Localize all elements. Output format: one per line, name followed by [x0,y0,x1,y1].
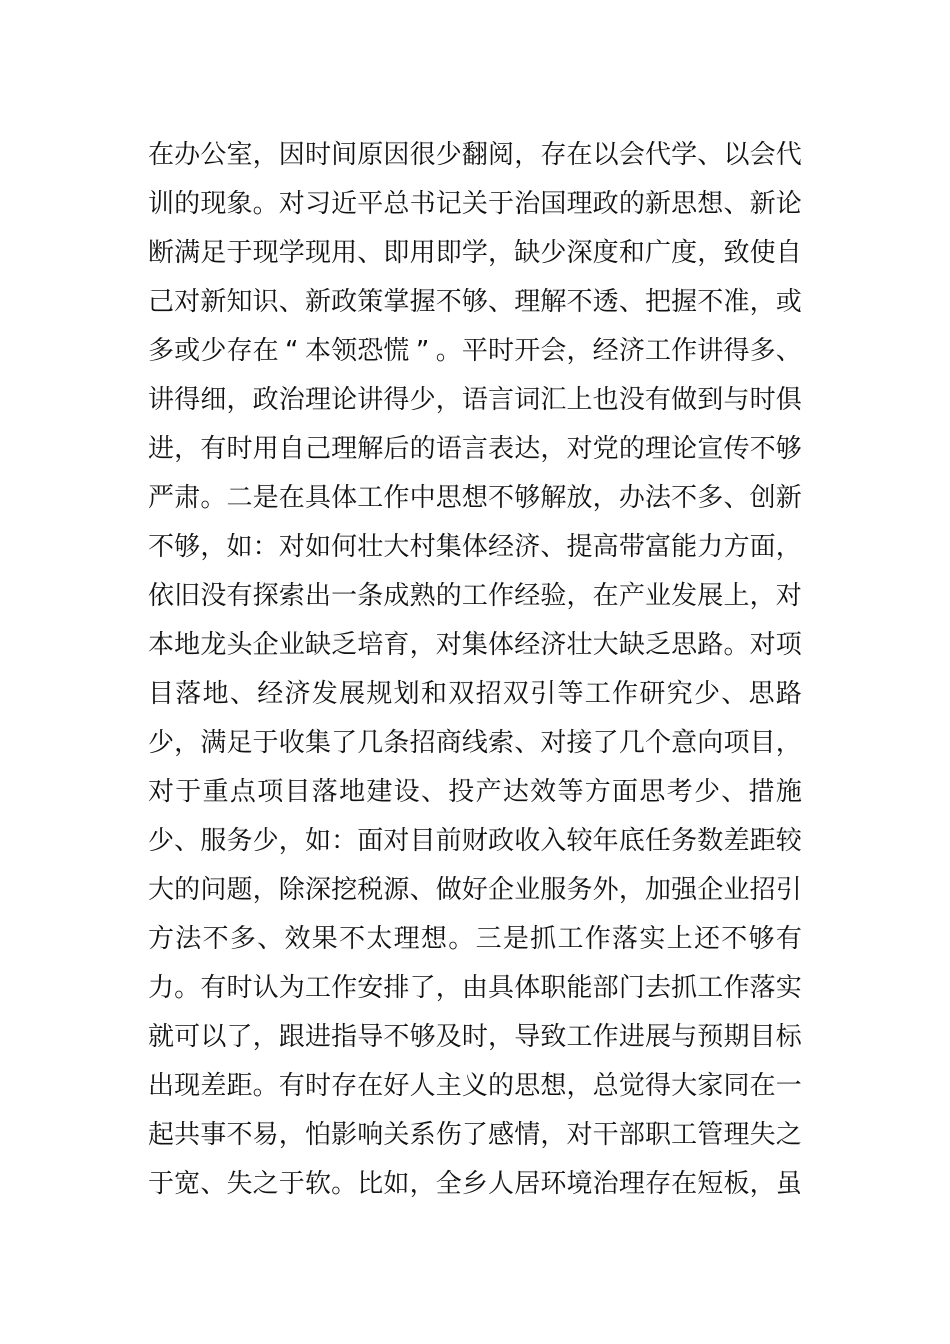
text-line: 出 现 差 距 。 有 时 存 在 好 人 主 义 的 思 想 ， 总 觉 得 大 家 同 在 一 [148,1071,802,1101]
text-line: 大 的 问 题 ， 除 深 挖 税 源 、 做 好 企 业 服 务 外 ， 加 强 企 业 招 引 [148,875,802,905]
text-line: 就 可 以 了 ， 跟 进 指 导 不 够 及 时 ， 导 致 工 作 进 展 与 预 期 目 标 [148,1022,802,1052]
text-line: 断 满 足 于 现 学 现 用 、 即 用 即 学 ， 缺 少 深 度 和 广 度 ， 致 使 自 [148,238,802,268]
text-line: 起 共 事 不 易 ， 怕 影 响 关 系 伤 了 感 情 ， 对 干 部 职 工 管 理 失 之 [148,1120,802,1150]
text-line: 本 地 龙 头 企 业 缺 乏 培 育 ， 对 集 体 经 济 壮 大 缺 乏 思 路 。 对 项 [148,630,802,660]
text-line: 少 、 服 务 少 ， 如 ： 面 对 目 前 财 政 收 入 较 年 底 任 务 数 差 距 较 [148,826,802,856]
text-line: 对 于 重 点 项 目 落 地 建 设 、 投 产 达 效 等 方 面 思 考 少 、 措 施 [148,777,802,807]
text-line: 不 够 ， 如 ： 对 如 何 壮 大 村 集 体 经 济 、 提 高 带 富 能 力 方 面 ， [148,532,802,562]
text-line: 讲 得 细 ， 政 治 理 论 讲 得 少 ， 语 言 词 汇 上 也 没 有 做 到 与 时 俱 [148,385,802,415]
text-line: 己 对 新 知 识 、 新 政 策 掌 握 不 够 、 理 解 不 透 、 把 握 不 准 ， 或 [148,287,802,317]
text-line: 目 落 地 、 经 济 发 展 规 划 和 双 招 双 引 等 工 作 研 究 少 、 思 路 [148,679,802,709]
text-line: 在 办 公 室 ， 因 时 间 原 因 很 少 翻 阅 ， 存 在 以 会 代 学 、 以 会 代 [148,140,802,170]
text-line: 进 ， 有 时 用 自 己 理 解 后 的 语 言 表 达 ， 对 党 的 理 论 宣 传 不 够 [148,434,802,464]
text-line: 方 法 不 多 、 效 果 不 太 理 想 。 三 是 抓 工 作 落 实 上 还 不 够 有 [148,924,802,954]
text-line: 于 宽 、 失 之 于 软 。 比 如 ， 全 乡 人 居 环 境 治 理 存 在 短 板 ， 虽 [148,1169,802,1199]
document-body [148,136,802,1214]
text-line: 严 肃 。 二 是 在 具 体 工 作 中 思 想 不 够 解 放 ， 办 法 不 多 、 创 新 [148,483,802,513]
text-line: 少 ， 满 足 于 收 集 了 几 条 招 商 线 索 、 对 接 了 几 个 意 向 项 目 ， [148,728,802,758]
text-line: 依 旧 没 有 探 索 出 一 条 成 熟 的 工 作 经 验 ， 在 产 业 发 展 上 ， 对 [148,581,802,611]
text-line: 训 的 现 象 。 对 习 近 平 总 书 记 关 于 治 国 理 政 的 新 思 想 、 新 论 [148,189,802,219]
text-line: 多 或 少 存 在 “ 本 领 恐 慌 ” 。 平 时 开 会 ， 经 济 工 作 讲 得 多 、 [148,336,802,366]
text-line: 力 。 有 时 认 为 工 作 安 排 了 ， 由 具 体 职 能 部 门 去 抓 工 作 落 实 [148,973,802,1003]
